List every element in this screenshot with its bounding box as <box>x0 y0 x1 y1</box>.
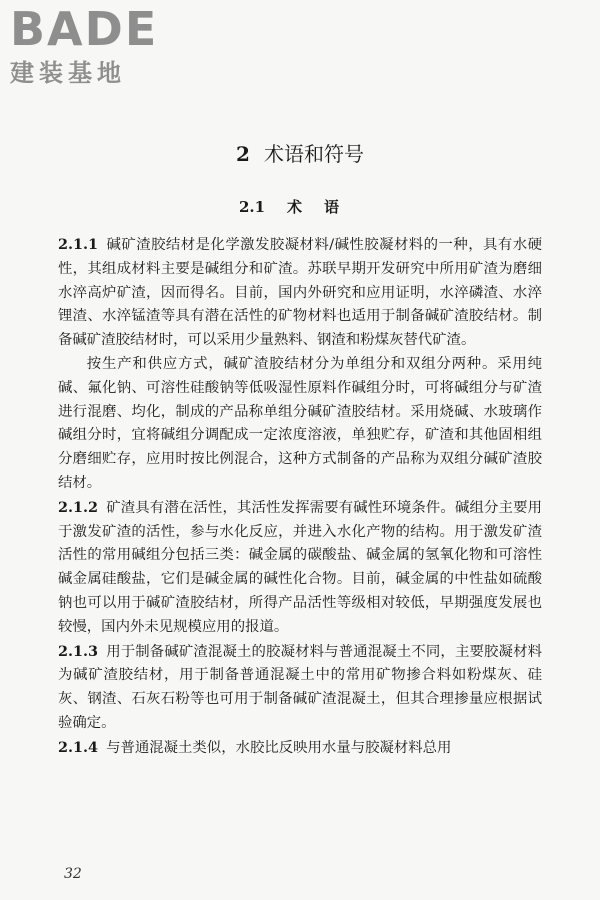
clause-2-1-4 <box>58 736 542 761</box>
paragraph-text: 按生产和供应方式，碱矿渣胶结材分为单组分和双组分两种。采用纯碱、氟化钠、可溶性硅酸钠等低吸湿性原料作碱组分时，可将碱组分与矿渣进行混磨、均化，制成的产品称单组分碱矿渣胶结材。采用烧碱、水玻璃作碱组分时，宜将碱组分调配成一定浓度溶液，单独贮存，矿渣和其他固相组分磨细贮存，应用时按比例混合，这种方式制备的产品称为双组分碱矿渣胶结材。 <box>58 355 542 491</box>
clause-2-1-2 <box>58 496 542 640</box>
clause-2-1-3 <box>58 640 542 736</box>
section-title-text: 术语 <box>287 198 362 216</box>
chapter-title <box>0 140 600 168</box>
page-number: 32 <box>64 866 82 882</box>
body-text <box>58 233 542 761</box>
clause-text: 用于制备碱矿渣混凝土的胶凝材料与普通混凝土不同，主要胶凝材料为碱矿渣胶结材，用于制备普通混凝土中的常用矿物掺合料如粉煤灰、硅灰、钢渣、石灰石粉等也可用于制备碱矿渣混凝土，但其合理掺量应根据试验确定。 <box>58 643 542 731</box>
bade-logo <box>10 4 190 88</box>
clause-text: 碱矿渣胶结材是化学激发胶凝材料/碱性胶凝材料的一种，具有水硬性，其组成材料主要是碱组分和矿渣。苏联早期开发研究中所用矿渣为磨细水淬高炉矿渣，因而得名。目前，国内外研究和应用证明，水淬磷渣、水淬锂渣、水淬锰渣等具有潜在活性的矿物材料也适用于制备碱矿渣胶结材。制备碱矿渣胶结材时，可以采用少量熟料、钢渣和粉煤灰替代矿渣。 <box>58 237 542 349</box>
chapter-title-text: 术语和符号 <box>263 142 364 166</box>
logo-wordmark: BADE <box>10 2 159 56</box>
clause-number: 2.1.1 <box>58 236 99 253</box>
clause-2-1-1 <box>58 233 542 353</box>
section-title <box>0 196 600 218</box>
clause-number: 2.1.3 <box>58 642 99 660</box>
clause-number: 2.1.2 <box>58 498 99 516</box>
section-number: 2.1 <box>238 198 266 216</box>
clause-text: 矿渣具有潜在活性，其活性发挥需要有碱性环境条件。碱组分主要用于激发矿渣的活性，参与水化反应，并进入水化产物的结构。用于激发矿渣活性的常用碱组分包括三类：碱金属的碳酸盐、碱金属的氢氧化物和可溶性碱金属硅酸盐，它们是碱金属的碱性化合物。目前，碱金属的中性盐如硫酸钠也可以用于碱矿渣胶结材，所得产品活性等级相对较低，早期强度发展也较慢，国内外未见规模应用的报道。 <box>58 499 542 635</box>
logo-subtitle: 建装基地 <box>10 59 126 87</box>
paragraph-continuation <box>58 353 542 496</box>
clause-text: 与普通混凝土类似，水胶比反映用水量与胶凝材料总用 <box>106 739 452 756</box>
chapter-number: 2 <box>236 142 250 166</box>
clause-number: 2.1.4 <box>58 738 99 756</box>
